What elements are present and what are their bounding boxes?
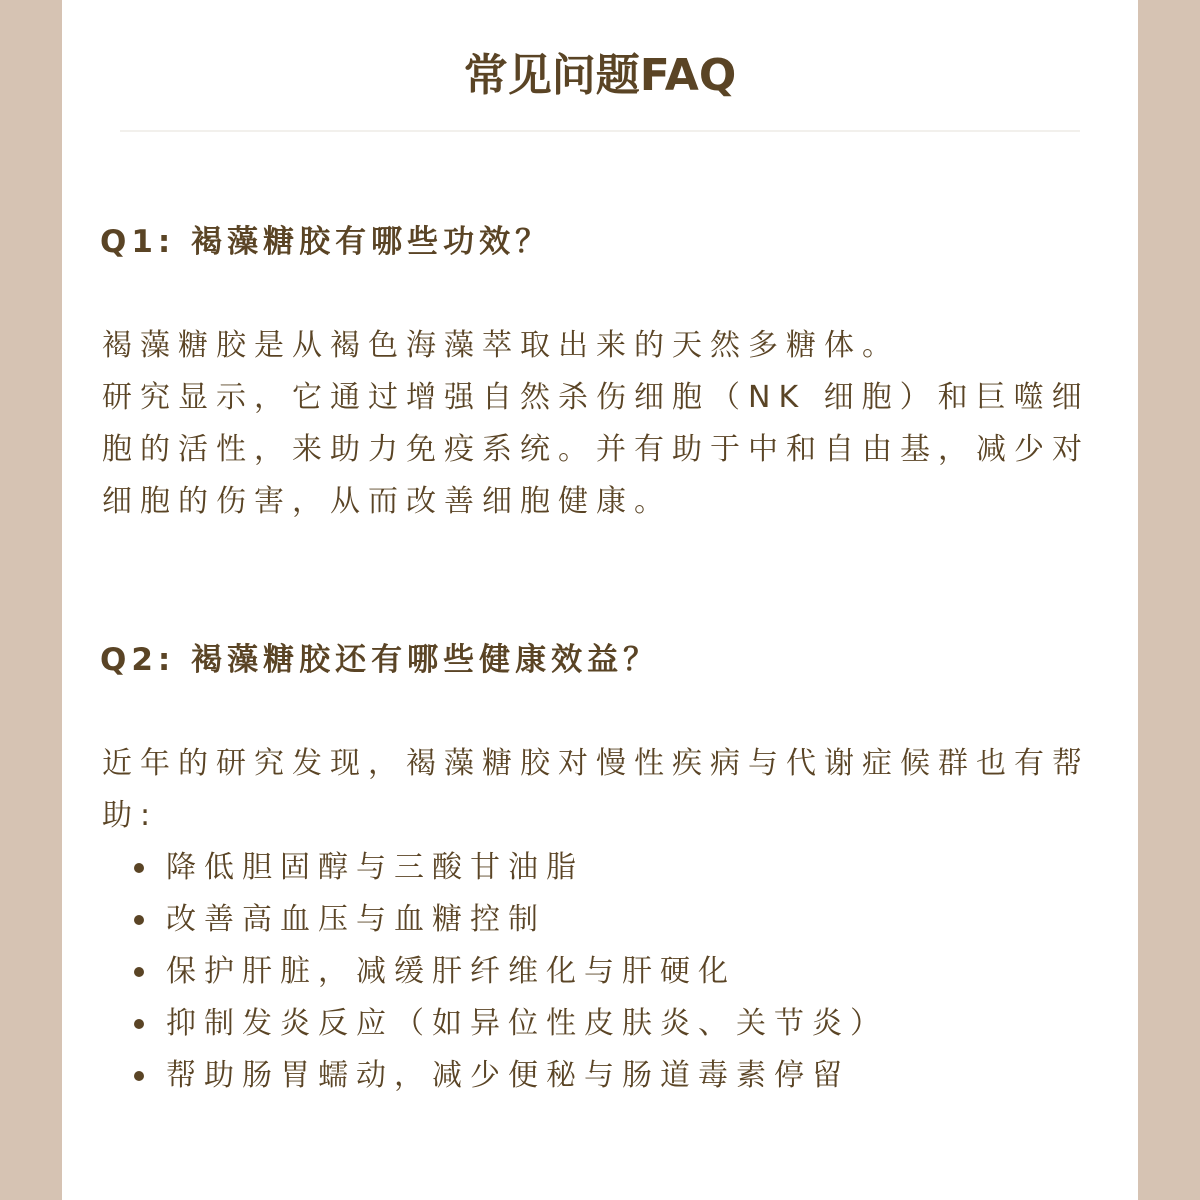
faq-card [62, 0, 1138, 1200]
list-item-text: 改善高血压与血糖控制 [166, 902, 546, 937]
list-item-text: 帮助肠胃蠕动，减少便秘与肠道毒素停留 [166, 1058, 850, 1093]
bullet-dot-icon [134, 967, 144, 977]
list-item [102, 946, 1102, 998]
list-item [102, 842, 1102, 894]
list-item [102, 1050, 1102, 1102]
faq-answer-2-intro: 近年的研究发现，褐藻糖胶对慢性疾病与代谢症候群也有帮助: [102, 746, 1090, 833]
list-item-text: 抑制发炎反应（如异位性皮肤炎、关节炎） [166, 1006, 888, 1041]
bullet-dot-icon [134, 1071, 144, 1081]
list-item-text: 保护肝脏，减缓肝纤维化与肝硬化 [166, 954, 736, 989]
list-item [102, 998, 1102, 1050]
faq-question-2: Q2: 褐藻糖胶还有哪些健康效益？ [100, 642, 660, 678]
faq-answer-1 [102, 320, 1102, 528]
bullet-dot-icon [134, 915, 144, 925]
title-divider [120, 130, 1080, 132]
benefit-list [102, 842, 1102, 1102]
faq-answer-2 [102, 738, 1102, 1102]
faq-answer-1-line-2: 研究显示，它通过增强自然杀伤细胞（NK 细胞）和巨噬细胞的活性，来助力免疫系统。并有助于中和自由基，减少对细胞的伤害，从而改善细胞健康。 [102, 380, 1090, 519]
bullet-dot-icon [134, 863, 144, 873]
list-item-text: 降低胆固醇与三酸甘油脂 [166, 850, 584, 885]
faq-answer-1-line-1: 褐藻糖胶是从褐色海藻萃取出来的天然多糖体。 [102, 328, 900, 363]
page-title: 常见问题FAQ [463, 50, 737, 101]
bullet-dot-icon [134, 1019, 144, 1029]
list-item [102, 894, 1102, 946]
faq-question-1: Q1: 褐藻糖胶有哪些功效？ [100, 224, 552, 260]
